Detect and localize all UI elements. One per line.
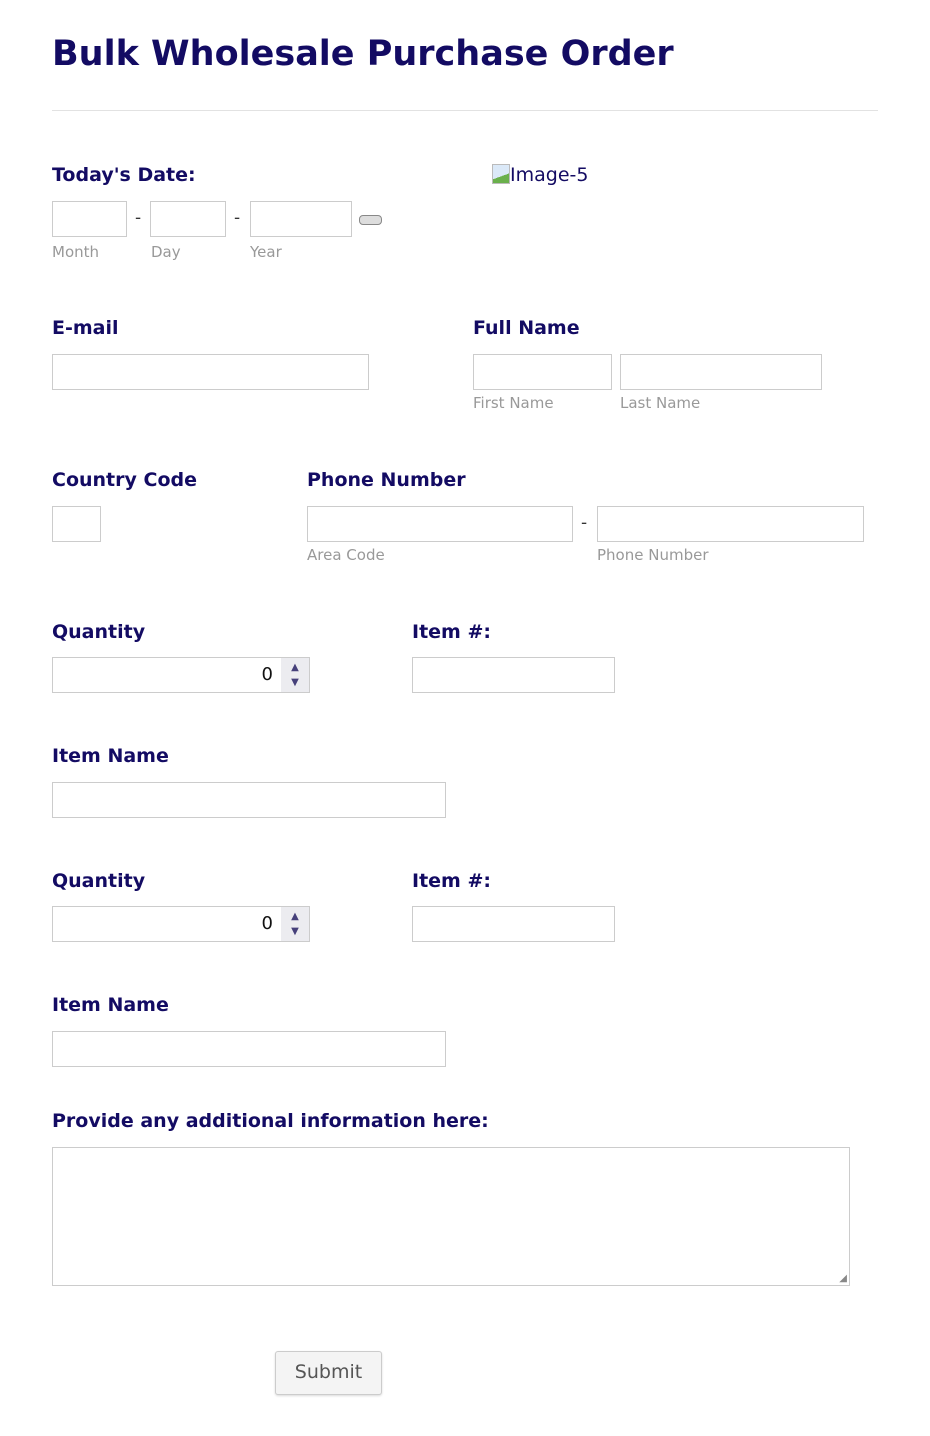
date-month-input[interactable] bbox=[52, 201, 127, 237]
page-title: Bulk Wholesale Purchase Order bbox=[52, 34, 674, 74]
date-year-input[interactable] bbox=[250, 201, 352, 237]
phone-label: Phone Number bbox=[307, 469, 466, 491]
increment-icon[interactable]: ▲ bbox=[291, 911, 299, 922]
date-day-sublabel: Day bbox=[151, 243, 181, 261]
divider bbox=[52, 110, 878, 111]
country-code-label: Country Code bbox=[52, 469, 197, 491]
email-label: E-mail bbox=[52, 317, 119, 339]
item-number-label: Item #: bbox=[412, 870, 491, 892]
phone-number-input[interactable] bbox=[597, 506, 864, 542]
item-name-input[interactable] bbox=[52, 1031, 446, 1067]
quantity-stepper[interactable] bbox=[52, 906, 310, 942]
item-name-label: Item Name bbox=[52, 745, 169, 767]
date-year-sublabel: Year bbox=[250, 243, 282, 261]
phone-separator: - bbox=[581, 513, 588, 533]
first-name-input[interactable] bbox=[473, 354, 612, 390]
first-name-sublabel: First Name bbox=[473, 394, 554, 412]
calendar-button[interactable] bbox=[359, 215, 382, 225]
quantity-value: 0 bbox=[261, 664, 273, 685]
date-separator: - bbox=[234, 208, 241, 228]
area-code-input[interactable] bbox=[307, 506, 573, 542]
broken-image bbox=[492, 164, 588, 186]
additional-info-textarea[interactable] bbox=[52, 1147, 850, 1286]
item-number-label: Item #: bbox=[412, 621, 491, 643]
image-alt-text: Image-5 bbox=[510, 164, 589, 186]
last-name-sublabel: Last Name bbox=[620, 394, 701, 412]
quantity-value: 0 bbox=[261, 913, 273, 934]
date-month-sublabel: Month bbox=[52, 243, 100, 261]
item-name-label: Item Name bbox=[52, 994, 169, 1016]
item-number-input[interactable] bbox=[412, 657, 615, 693]
date-day-input[interactable] bbox=[150, 201, 226, 237]
email-input[interactable] bbox=[52, 354, 369, 390]
broken-image-icon bbox=[492, 164, 510, 184]
quantity-stepper[interactable] bbox=[52, 657, 310, 693]
additional-info-label: Provide any additional information here: bbox=[52, 1110, 489, 1132]
date-separator: - bbox=[135, 208, 142, 228]
full-name-label: Full Name bbox=[473, 317, 580, 339]
submit-button[interactable]: Submit bbox=[275, 1351, 382, 1395]
phone-number-sublabel: Phone Number bbox=[597, 546, 709, 564]
quantity-label: Quantity bbox=[52, 621, 146, 643]
last-name-input[interactable] bbox=[620, 354, 822, 390]
date-label: Today's Date: bbox=[52, 164, 196, 186]
stepper-buttons[interactable] bbox=[281, 907, 309, 941]
quantity-label: Quantity bbox=[52, 870, 146, 892]
resize-handle-icon[interactable]: ◢ bbox=[839, 1273, 847, 1284]
item-name-input[interactable] bbox=[52, 782, 446, 818]
area-code-sublabel: Area Code bbox=[307, 546, 385, 564]
decrement-icon[interactable]: ▼ bbox=[291, 677, 299, 688]
stepper-buttons[interactable] bbox=[281, 658, 309, 692]
country-code-input[interactable] bbox=[52, 506, 101, 542]
decrement-icon[interactable]: ▼ bbox=[291, 926, 299, 937]
increment-icon[interactable]: ▲ bbox=[291, 662, 299, 673]
item-number-input[interactable] bbox=[412, 906, 615, 942]
